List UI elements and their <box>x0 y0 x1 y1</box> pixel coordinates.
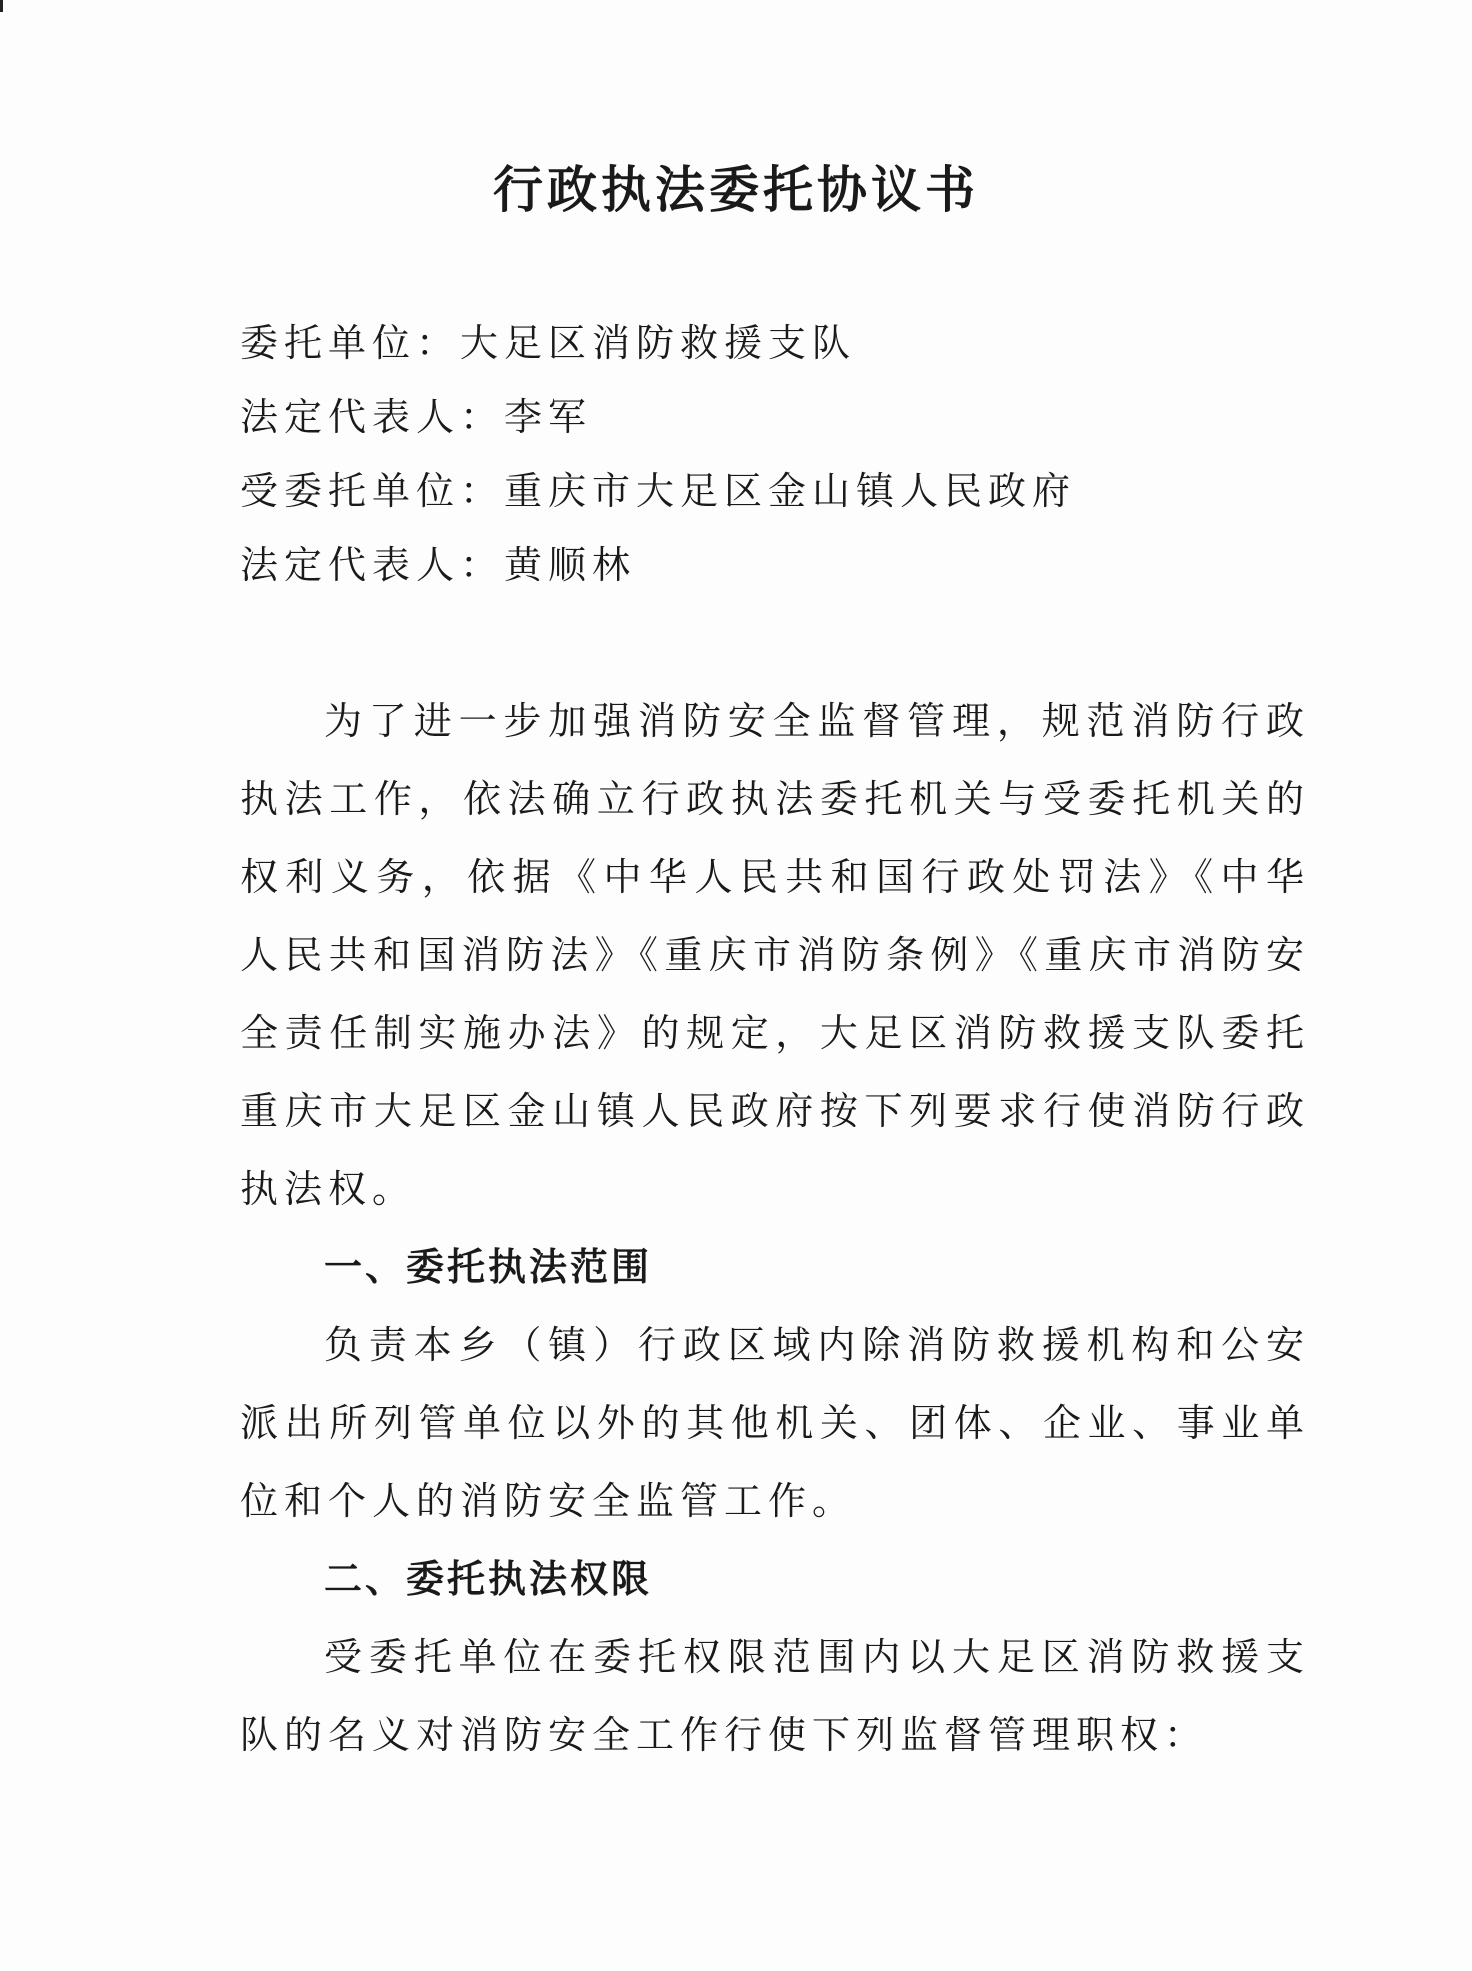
document-body <box>240 682 1310 1774</box>
section-2-text: 受委托单位在委托权限范围内以大足区消防救援支队的名义对消防安全工作行使下列监督管理职权： <box>240 1635 1310 1757</box>
entrusting-legal-representative: 法定代表人：李军 <box>240 395 593 439</box>
entrusted-unit: 受委托单位：重庆市大足区金山镇人民政府 <box>240 469 1077 513</box>
scan-corner-mark <box>0 0 47 12</box>
document-title: 行政执法委托协议书 <box>493 160 979 219</box>
intro-paragraph: 为了进一步加强消防安全监督管理，规范消防行政执法工作，依法确立行政执法委托机关与受委托机关的权利义务，依据《中华人民共和国行政处罚法》《中华人民共和国消防法》《重庆市消防条例》《重庆市消防安全责任制实施办法》的规定，大足区消防救援支队委托重庆市大足区金山镇人民政府按下列要求行使消防行政执法权。 <box>240 699 1310 1211</box>
section-2-heading: 二、委托执法权限 <box>324 1557 653 1601</box>
section-1-text: 负责本乡（镇）行政区域内除消防救援机构和公安派出所列管单位以外的其他机关、团体、企业、事业单位和个人的消防安全监管工作。 <box>240 1323 1310 1523</box>
party-info <box>240 306 1300 602</box>
section-1-heading: 一、委托执法范围 <box>324 1245 653 1289</box>
entrusting-unit: 委托单位：大足区消防救援支队 <box>240 321 857 365</box>
entrusted-legal-representative: 法定代表人：黄顺林 <box>240 543 637 587</box>
